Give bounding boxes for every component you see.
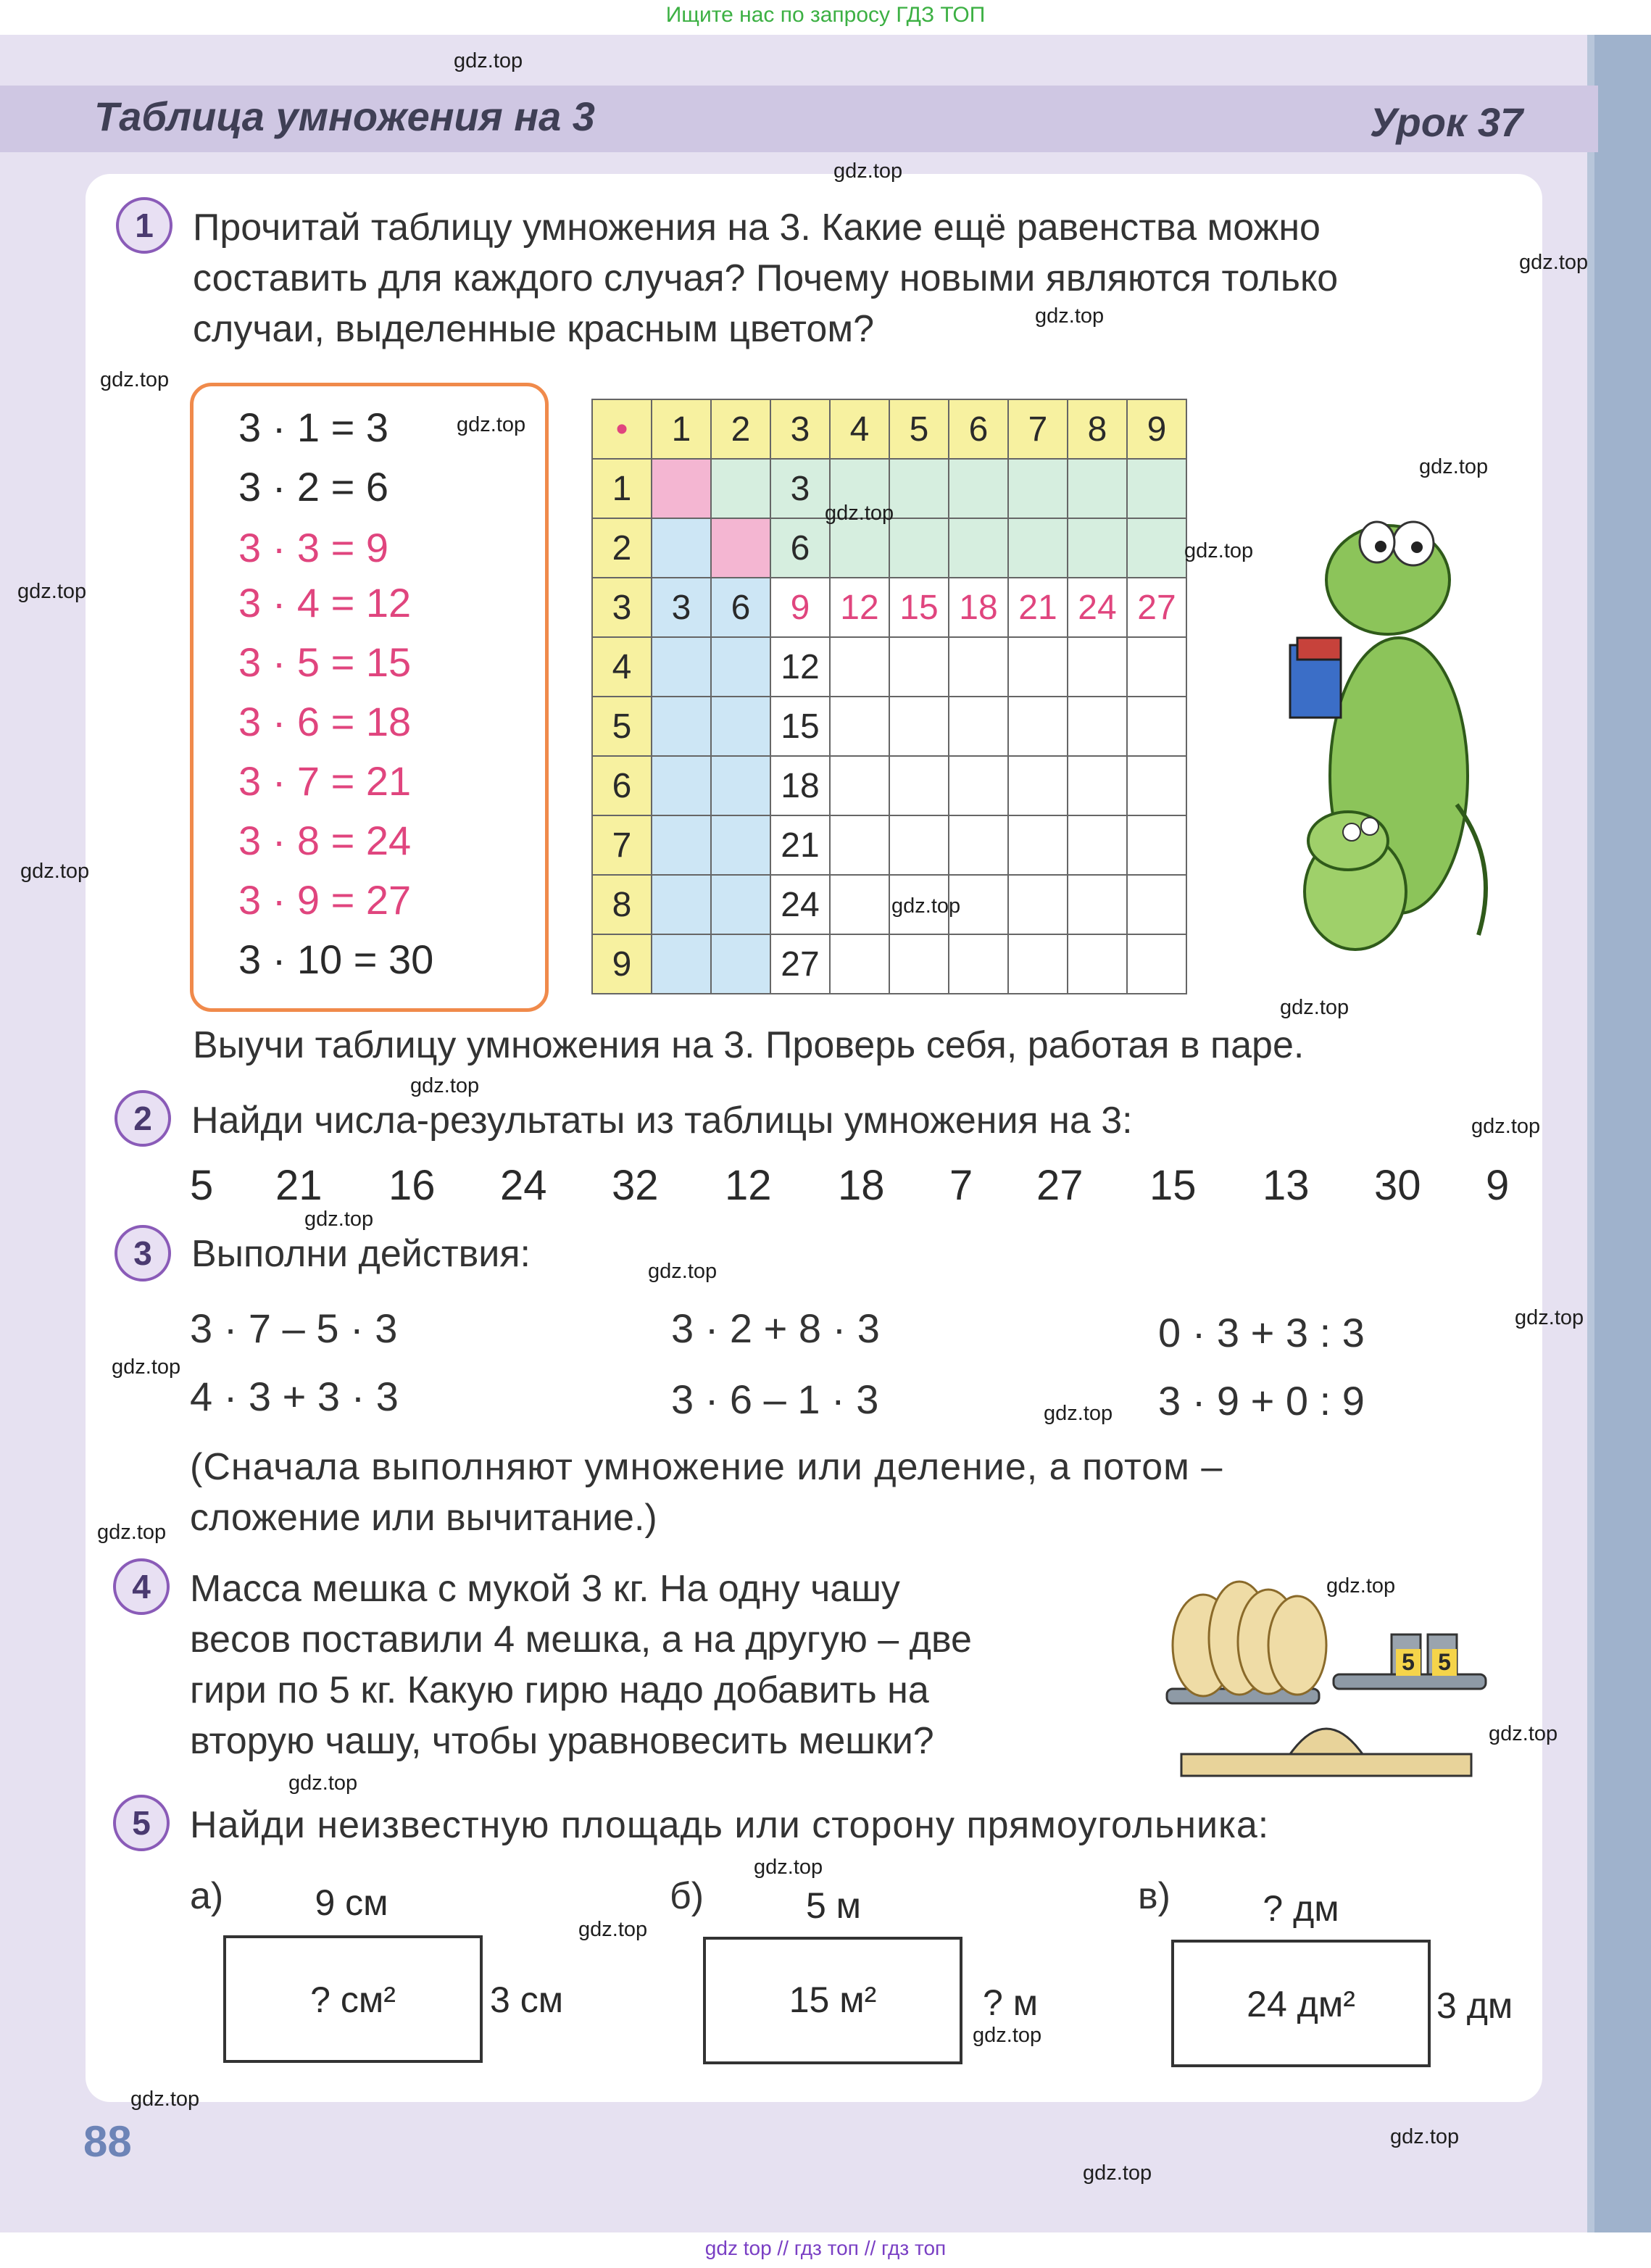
top-notice[interactable]: Ищите нас по запросу ГДЗ ТОП	[665, 3, 986, 27]
number-item: 18	[838, 1162, 885, 1209]
table-row-header: 1	[592, 459, 652, 518]
watermark: gdz.top	[1035, 304, 1105, 328]
table-row-header: 2	[592, 518, 652, 578]
table-cell	[830, 934, 889, 994]
table-cell: 9	[770, 578, 830, 637]
task1-text-line: Прочитай таблицу умножения на 3. Какие ещё равенства можно	[193, 207, 1321, 249]
table-cell: 12	[770, 637, 830, 697]
task3-text: Выполни действия:	[191, 1233, 531, 1275]
table-cell	[830, 697, 889, 756]
table-corner: •	[592, 399, 652, 459]
equations-box	[190, 383, 549, 1012]
table-cell: 12	[830, 578, 889, 637]
table-col-header: 5	[889, 399, 949, 459]
equation: 3 · 9 = 27	[238, 877, 412, 923]
table-cell	[830, 637, 889, 697]
table-cell: 18	[949, 578, 1008, 637]
table-cell	[889, 934, 949, 994]
table-cell	[1008, 756, 1068, 815]
table-cell	[1068, 875, 1127, 934]
number-item: 24	[500, 1162, 547, 1209]
table-cell: 27	[770, 934, 830, 994]
table-cell: 3	[652, 578, 711, 637]
task4-text-line: весов поставили 4 мешка, а на другую – две	[190, 1619, 972, 1661]
watermark: gdz.top	[1280, 996, 1350, 1019]
watermark: gdz.top	[754, 1856, 823, 1879]
table-col-header: 4	[830, 399, 889, 459]
watermark: gdz.top	[578, 1918, 648, 1941]
rect-top-side: 5 м	[805, 1885, 862, 1926]
table-cell	[1068, 815, 1127, 875]
watermark: gdz.top	[97, 1521, 167, 1544]
table-col-header: 1	[652, 399, 711, 459]
task-number-1: 1	[116, 197, 172, 254]
table-cell	[711, 756, 770, 815]
watermark: gdz.top	[1044, 1402, 1113, 1425]
table-cell	[1127, 875, 1186, 934]
watermark: gdz.top	[457, 413, 526, 436]
weight-label: 5	[1432, 1649, 1457, 1676]
expression: 3 · 7 – 5 · 3	[190, 1305, 398, 1351]
expression: 4 · 3 + 3 · 3	[190, 1374, 399, 1419]
number-item: 13	[1263, 1162, 1310, 1209]
table-cell: 21	[1008, 578, 1068, 637]
number-item: 15	[1149, 1162, 1197, 1209]
table-cell	[1008, 637, 1068, 697]
table-cell	[830, 756, 889, 815]
table-cell	[1008, 697, 1068, 756]
table-cell: 15	[770, 697, 830, 756]
table-cell	[1127, 459, 1186, 518]
rect-side: ? м	[983, 1982, 1039, 2023]
table-cell	[1127, 697, 1186, 756]
watermark: gdz.top	[454, 49, 523, 72]
table-cell	[889, 459, 949, 518]
table-cell	[652, 697, 711, 756]
expression: 3 · 2 + 8 · 3	[671, 1305, 880, 1351]
number-item: 21	[275, 1162, 323, 1209]
rect-side: 3 дм	[1436, 1985, 1513, 2026]
task-number-5: 5	[113, 1795, 170, 1851]
watermark: gdz.top	[20, 860, 90, 883]
table-cell	[652, 518, 711, 578]
table-cell	[1127, 815, 1186, 875]
watermark: gdz.top	[1519, 251, 1589, 274]
page-edge	[1594, 35, 1651, 2232]
table-cell	[652, 934, 711, 994]
watermark: gdz.top	[100, 368, 170, 391]
table-col-header: 2	[711, 399, 770, 459]
table-cell	[711, 697, 770, 756]
watermark: gdz.top	[1390, 2125, 1460, 2148]
equation: 3 · 8 = 24	[238, 818, 412, 863]
number-item: 30	[1374, 1162, 1421, 1209]
table-cell	[1008, 815, 1068, 875]
rect-label: б)	[670, 1875, 704, 1917]
table-cell	[889, 637, 949, 697]
equation: 3 · 10 = 30	[238, 936, 434, 982]
table-row-header: 4	[592, 637, 652, 697]
task3-note-line: (Сначала выполняют умножение или деление, а потом –	[190, 1446, 1223, 1488]
table-cell: 24	[1068, 578, 1127, 637]
watermark: gdz.top	[891, 894, 961, 918]
table-cell: 27	[1127, 578, 1186, 637]
rect-label: а)	[190, 1875, 224, 1917]
task2-text: Найди числа-результаты из таблицы умножения на 3:	[191, 1100, 1133, 1142]
table-row-header: 9	[592, 934, 652, 994]
lesson-title: Таблица умножения на 3	[94, 94, 595, 139]
table-row-header: 8	[592, 875, 652, 934]
task4-text-line: Масса мешка с мукой 3 кг. На одну чашу	[190, 1568, 900, 1610]
table-cell	[711, 875, 770, 934]
rect-area: 15 м²	[789, 1980, 877, 2020]
multiplication-table	[591, 399, 1187, 994]
rect-top-side: 9 см	[315, 1882, 388, 1923]
table-col-header: 8	[1068, 399, 1127, 459]
equation: 3 · 4 = 12	[238, 580, 412, 626]
watermark: gdz.top	[1184, 539, 1254, 562]
watermark: gdz.top	[833, 159, 903, 183]
table-cell	[1068, 459, 1127, 518]
table-cell	[1068, 637, 1127, 697]
task-number-3: 3	[115, 1225, 171, 1282]
table-cell	[1127, 518, 1186, 578]
table-cell	[1068, 518, 1127, 578]
table-cell: 3	[770, 459, 830, 518]
crocodile-illustration	[1261, 500, 1507, 979]
table-col-header: 7	[1008, 399, 1068, 459]
equation: 3 · 3 = 9	[238, 525, 389, 570]
table-cell	[711, 459, 770, 518]
table-cell	[1008, 518, 1068, 578]
watermark: gdz.top	[1419, 455, 1489, 478]
table-cell	[949, 934, 1008, 994]
watermark: gdz.top	[112, 1355, 181, 1379]
lesson-number: Урок 37	[1370, 99, 1523, 145]
table-cell	[830, 518, 889, 578]
watermark: gdz.top	[1489, 1722, 1558, 1745]
table-cell	[711, 518, 770, 578]
table-col-header: 6	[949, 399, 1008, 459]
task5-text: Найди неизвестную площадь или сторону прямоугольника:	[190, 1804, 1270, 1846]
watermark: gdz.top	[1471, 1115, 1541, 1138]
table-cell	[949, 815, 1008, 875]
number-item: 12	[725, 1162, 772, 1209]
page-number: 88	[83, 2117, 132, 2166]
table-cell	[949, 459, 1008, 518]
table-cell	[652, 637, 711, 697]
table-cell	[1127, 934, 1186, 994]
watermark: gdz.top	[288, 1771, 358, 1795]
task4-text-line: вторую чашу, чтобы уравновесить мешки?	[190, 1720, 934, 1762]
table-col-header: 3	[770, 399, 830, 459]
table-cell	[652, 875, 711, 934]
table-cell: 21	[770, 815, 830, 875]
table-cell	[949, 756, 1008, 815]
watermark: gdz.top	[410, 1074, 480, 1097]
table-cell	[949, 697, 1008, 756]
table-cell	[949, 518, 1008, 578]
rect-top-side: ? дм	[1263, 1888, 1339, 1929]
number-item: 32	[612, 1162, 659, 1209]
learn-text: Выучи таблицу умножения на 3. Проверь себя, работая в паре.	[193, 1024, 1305, 1066]
table-cell	[1008, 459, 1068, 518]
table-cell	[711, 934, 770, 994]
table-cell	[889, 815, 949, 875]
table-cell: 15	[889, 578, 949, 637]
table-cell	[889, 697, 949, 756]
table-row-header: 5	[592, 697, 652, 756]
bottom-notice[interactable]: gdz top // гдз топ // гдз топ	[704, 2237, 947, 2259]
table-cell	[652, 459, 711, 518]
table-cell: 6	[770, 518, 830, 578]
table-cell: 18	[770, 756, 830, 815]
watermark: gdz.top	[648, 1260, 718, 1283]
table-cell	[652, 756, 711, 815]
table-cell	[889, 756, 949, 815]
table-cell	[1008, 934, 1068, 994]
table-cell	[711, 637, 770, 697]
rect-label: в)	[1138, 1875, 1170, 1917]
table-cell	[711, 815, 770, 875]
table-cell	[1127, 637, 1186, 697]
watermark: gdz.top	[973, 2024, 1042, 2047]
equation: 3 · 1 = 3	[238, 404, 389, 450]
task1-text-line: составить для каждого случая? Почему новыми являются только	[193, 257, 1339, 299]
task1-text-line: случаи, выделенные красным цветом?	[193, 308, 874, 350]
equation: 3 · 7 = 21	[238, 758, 412, 804]
table-cell	[889, 518, 949, 578]
task4-text-line: гири по 5 кг. Какую гирю надо добавить на	[190, 1669, 929, 1711]
equation: 3 · 6 = 18	[238, 699, 412, 744]
rect-side: 3 см	[490, 1980, 564, 2020]
watermark: gdz.top	[304, 1208, 374, 1231]
watermark: gdz.top	[1083, 2161, 1152, 2185]
expression: 0 · 3 + 3 : 3	[1158, 1310, 1365, 1355]
table-row-header: 6	[592, 756, 652, 815]
table-cell	[949, 637, 1008, 697]
expression: 3 · 9 + 0 : 9	[1158, 1378, 1365, 1424]
table-row-header: 7	[592, 815, 652, 875]
number-item: 9	[1486, 1162, 1510, 1209]
table-cell	[652, 815, 711, 875]
watermark: gdz.top	[1515, 1306, 1584, 1329]
number-item: 16	[388, 1162, 436, 1209]
weight-label: 5	[1396, 1649, 1421, 1676]
table-cell	[1068, 756, 1127, 815]
equation: 3 · 5 = 15	[238, 639, 412, 685]
expression: 3 · 6 – 1 · 3	[671, 1376, 879, 1422]
number-item: 7	[949, 1162, 973, 1209]
number-item: 27	[1036, 1162, 1084, 1209]
table-cell: 6	[711, 578, 770, 637]
table-col-header: 9	[1127, 399, 1186, 459]
table-cell	[1127, 756, 1186, 815]
table-cell	[1068, 697, 1127, 756]
table-cell	[1008, 875, 1068, 934]
table-cell	[1068, 934, 1127, 994]
equation: 3 · 2 = 6	[238, 464, 389, 510]
number-item: 5	[190, 1162, 214, 1209]
rect-area: 24 дм²	[1247, 1984, 1355, 2024]
table-cell: 24	[770, 875, 830, 934]
watermark: gdz.top	[825, 502, 894, 525]
task-number-4: 4	[113, 1558, 170, 1615]
watermark: gdz.top	[17, 580, 87, 603]
rect-area: ? см²	[310, 1980, 396, 2020]
table-cell	[830, 875, 889, 934]
task3-note-line: сложение или вычитание.)	[190, 1497, 657, 1539]
task-number-2: 2	[115, 1090, 171, 1147]
table-cell	[830, 815, 889, 875]
table-row-header: 3	[592, 578, 652, 637]
watermark: gdz.top	[130, 2088, 200, 2111]
watermark: gdz.top	[1326, 1574, 1396, 1598]
